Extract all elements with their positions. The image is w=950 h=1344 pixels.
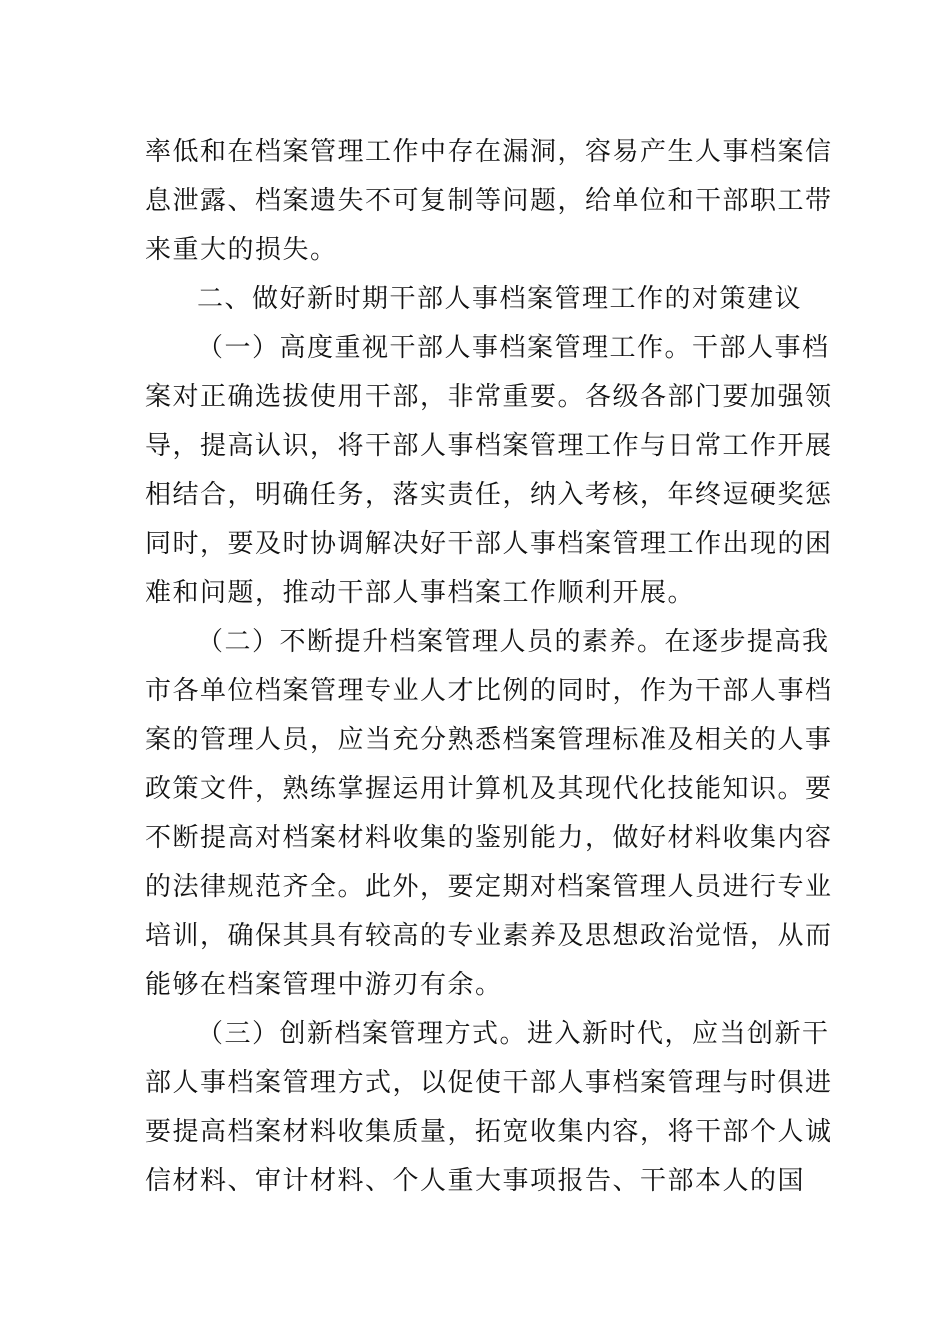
- text-line: 案对正确选拔使用干部，非常重要。各级各部门要加强领: [145, 382, 833, 412]
- text-line: 部人事档案管理方式，以促使干部人事档案管理与时俱进: [145, 1068, 833, 1098]
- text-line: 政策文件，熟练掌握运用计算机及其现代化技能知识。要: [145, 774, 833, 804]
- text-line: 息泄露、档案遗失不可复制等问题，给单位和干部职工带: [145, 186, 833, 216]
- text-line: 相结合，明确任务，落实责任，纳入考核，年终逗硬奖惩: [145, 480, 833, 510]
- paragraph-start: （一）高度重视干部人事档案管理工作。干部人事档: [197, 333, 830, 363]
- paragraph-start: （三）创新档案管理方式。进入新时代，应当创新干: [197, 1019, 830, 1049]
- text-line: 的法律规范齐全。此外，要定期对档案管理人员进行专业: [145, 872, 833, 902]
- text-line: 率低和在档案管理工作中存在漏洞，容易产生人事档案信: [145, 137, 833, 167]
- text-line: 同时，要及时协调解决好干部人事档案管理工作出现的困: [145, 529, 833, 559]
- section-heading: 二、做好新时期干部人事档案管理工作的对策建议: [197, 284, 803, 314]
- text-line: 市各单位档案管理专业人才比例的同时，作为干部人事档: [145, 676, 833, 706]
- document-body: [145, 128, 833, 1206]
- text-line: 不断提高对档案材料收集的鉴别能力，做好材料收集内容: [145, 823, 833, 853]
- text-line: 信材料、审计材料、个人重大事项报告、干部本人的国: [145, 1166, 806, 1196]
- text-line: 要提高档案材料收集质量，拓宽收集内容，将干部个人诚: [145, 1117, 833, 1147]
- paragraph-start: （二）不断提升档案管理人员的素养。在逐步提高我: [197, 627, 830, 657]
- text-line: 难和问题，推动干部人事档案工作顺利开展。: [145, 578, 696, 608]
- text-line: 导，提高认识，将干部人事档案管理工作与日常工作开展: [145, 431, 833, 461]
- text-line: 能够在档案管理中游刃有余。: [145, 970, 503, 1000]
- text-line: 培训，确保其具有较高的专业素养及思想政治觉悟，从而: [145, 921, 833, 951]
- text-line: 来重大的损失。: [145, 235, 338, 265]
- text-line: 案的管理人员，应当充分熟悉档案管理标准及相关的人事: [145, 725, 833, 755]
